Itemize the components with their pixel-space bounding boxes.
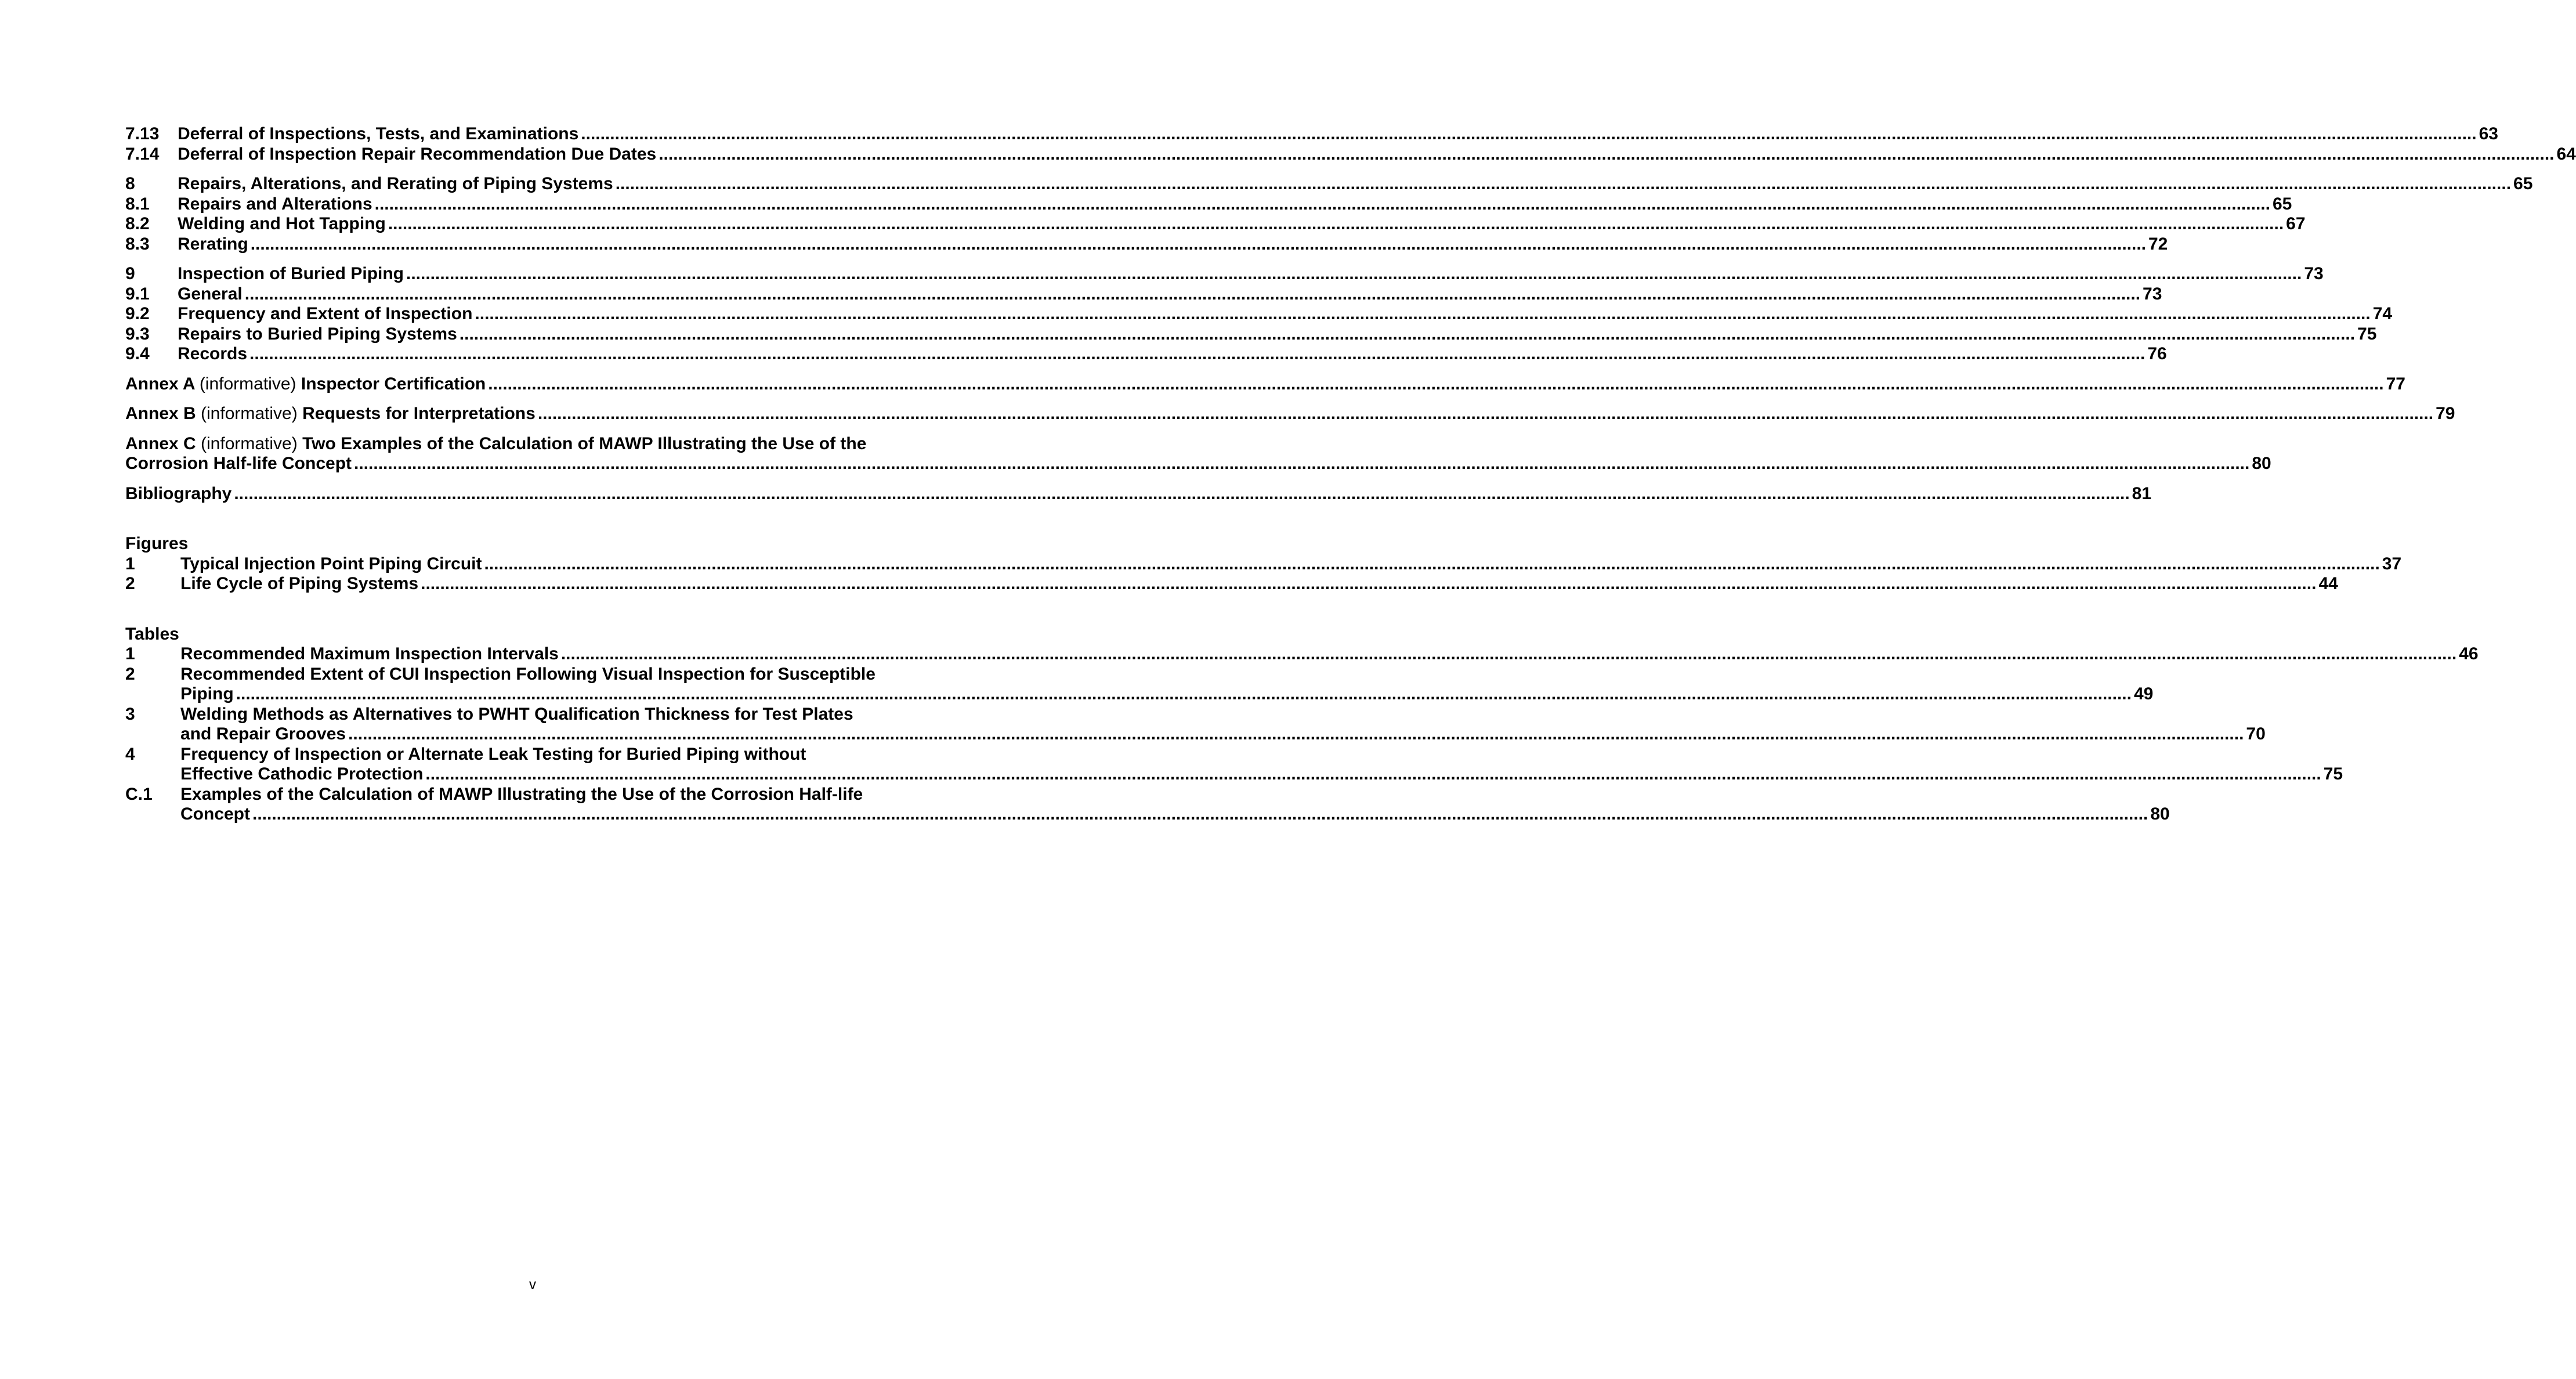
toc-entry-8[interactable]: [125, 174, 2533, 194]
annex-title: [125, 374, 486, 395]
dot-leader: [488, 374, 2383, 395]
dot-leader: [659, 145, 2554, 165]
page-number: 46: [2459, 644, 2479, 663]
figure-number: 1: [125, 554, 135, 573]
table-entry-line-1: [125, 745, 938, 765]
dot-leader: [236, 684, 2132, 705]
section-number: 9.2: [125, 304, 150, 323]
table-entry-line-2: [125, 764, 2343, 785]
page-number: 75: [2357, 324, 2377, 344]
figure-title: Life Cycle of Piping Systems: [180, 574, 419, 593]
section-title: Rerating: [178, 234, 248, 254]
page-number: 67: [2286, 214, 2306, 233]
toc-entry-7-14[interactable]: [125, 144, 2576, 165]
page-number: 63: [2479, 124, 2498, 143]
annex-label: Annex C: [125, 434, 196, 453]
table-entry-line-2: [125, 724, 2266, 745]
annex-name: Requests for Interpretations: [302, 404, 536, 423]
annex-label: Annex B: [125, 404, 196, 423]
figure-number: 2: [125, 574, 135, 593]
page-number: 80: [2150, 804, 2170, 824]
section-number: 9.4: [125, 344, 150, 363]
toc-entry-8-1[interactable]: [125, 194, 2292, 215]
table-entry-line-1: [125, 705, 938, 725]
page-number: 80: [2252, 454, 2271, 473]
page-number: 73: [2304, 264, 2324, 283]
table-number: 1: [125, 644, 135, 663]
toc-entry-9-2[interactable]: [125, 304, 2393, 324]
table-number: 2: [125, 664, 135, 684]
section-number: 8.2: [125, 214, 150, 233]
dot-leader: [425, 764, 2321, 785]
dot-leader: [561, 644, 2456, 665]
table-number: 4: [125, 744, 135, 764]
table-title-line1: Welding Methods as Alternatives to PWHT Qualification Thickness for Test Plates: [180, 704, 853, 724]
figures-heading: Figures: [125, 534, 189, 553]
page-number: 74: [2372, 304, 2393, 323]
toc-entry-annex-b[interactable]: [125, 404, 2455, 424]
figure-title: Typical Injection Point Piping Circuit: [180, 554, 482, 573]
dot-leader: [581, 124, 2476, 145]
dot-leader: [406, 264, 2302, 284]
table-title-line1: Recommended Extent of CUI Inspection Following Visual Inspection for Susceptible: [180, 664, 875, 684]
dot-leader: [245, 284, 2140, 305]
annex-label: Annex A: [125, 374, 195, 394]
table-entry-c1[interactable]: [125, 784, 2170, 825]
dot-leader: [251, 234, 2146, 255]
page-number: 65: [2272, 194, 2292, 214]
section-title: Deferral of Inspections, Tests, and Examinations: [178, 124, 579, 143]
section-number: 9: [125, 264, 135, 283]
page-number: 75: [2323, 764, 2343, 784]
page-number: 81: [2132, 483, 2152, 503]
table-title-line2: Effective Cathodic Protection: [180, 764, 424, 784]
annex-c-line-1: [125, 434, 938, 454]
dot-leader: [484, 554, 2379, 575]
section-title: Deferral of Inspection Repair Recommendation Due Dates: [178, 144, 657, 164]
page-number: 44: [2318, 574, 2338, 593]
section-number: 7.13: [125, 124, 160, 143]
toc-entry-9-1[interactable]: [125, 284, 2162, 305]
bibliography-title: Bibliography: [125, 483, 232, 503]
dot-leader: [249, 344, 2145, 364]
dot-leader: [421, 574, 2316, 594]
table-number: 3: [125, 704, 135, 724]
tables-heading: Tables: [125, 624, 179, 644]
toc-entry-annex-a[interactable]: [125, 374, 2405, 395]
page-number: 37: [2382, 554, 2402, 573]
dot-leader: [538, 404, 2433, 424]
figure-entry-1[interactable]: [125, 554, 2402, 575]
page-number: 49: [2133, 684, 2154, 703]
section-number: 8.1: [125, 194, 150, 214]
toc-entry-8-3[interactable]: [125, 234, 2168, 255]
annex-note: (informative): [199, 374, 296, 394]
dot-leader: [234, 484, 2129, 504]
page-number: 65: [2513, 174, 2533, 193]
dot-leader: [354, 454, 2249, 474]
annex-c-line-2: [125, 454, 2271, 474]
table-title-line1: Examples of the Calculation of MAWP Illustrating the Use of the Corrosion Half-life: [180, 784, 863, 804]
annex-name: Inspector Certification: [301, 374, 486, 394]
toc-entry-9[interactable]: [125, 264, 2324, 284]
table-title-line2: Piping: [180, 684, 234, 703]
section-number: 9.3: [125, 324, 150, 344]
dot-leader: [348, 724, 2244, 745]
dot-leader: [252, 804, 2148, 825]
table-title-line2: Concept: [180, 804, 250, 824]
table-entry-2[interactable]: [125, 664, 2154, 705]
table-entry-line-2: [125, 804, 2170, 825]
section-title: Repairs and Alterations: [178, 194, 372, 214]
section-number: 8.3: [125, 234, 150, 254]
section-title: Frequency and Extent of Inspection: [178, 304, 473, 323]
figure-entry-2[interactable]: [125, 574, 2338, 594]
annex-name-line1: Two Examples of the Calculation of MAWP Illustrating the Use of the: [302, 434, 867, 453]
section-title: Records: [178, 344, 248, 363]
page-number: 77: [2386, 374, 2405, 394]
section-number: 7.14: [125, 144, 160, 164]
table-entry-4[interactable]: [125, 744, 2343, 785]
page-number: 72: [2148, 234, 2168, 254]
page-number: 76: [2147, 344, 2167, 363]
table-number: C.1: [125, 784, 153, 804]
annex-note: (informative): [201, 404, 298, 423]
page-folio: v: [529, 1277, 536, 1293]
table-title: Recommended Maximum Inspection Intervals: [180, 644, 559, 663]
page-number: 70: [2246, 724, 2266, 743]
toc-entry-bibliography[interactable]: [125, 483, 2152, 504]
annex-title: [125, 404, 536, 424]
dot-leader: [460, 324, 2355, 345]
annex-note: (informative): [201, 434, 298, 453]
page-number: 79: [2436, 404, 2455, 423]
table-title-line2: and Repair Grooves: [180, 724, 346, 743]
toc-entry-8-2[interactable]: [125, 214, 2306, 234]
page-number: 64: [2556, 144, 2576, 164]
section-number: 9.1: [125, 284, 150, 304]
section-title: Repairs to Buried Piping Systems: [178, 324, 457, 344]
section-number: 8: [125, 174, 135, 193]
section-title: Welding and Hot Tapping: [178, 214, 386, 233]
table-title-line1: Frequency of Inspection or Alternate Leak Testing for Buried Piping without: [180, 744, 806, 764]
table-entry-1[interactable]: [125, 644, 2479, 665]
annex-name-line2: Corrosion Half-life Concept: [125, 454, 352, 473]
toc-entry-annex-c[interactable]: [125, 434, 2271, 474]
page-number: 73: [2143, 284, 2162, 304]
toc-entry-9-4[interactable]: [125, 344, 2167, 364]
dot-leader: [475, 304, 2370, 324]
table-entry-line-1: [125, 785, 938, 805]
section-title: General: [178, 284, 243, 304]
table-of-contents: [125, 124, 2576, 825]
dot-leader: [388, 214, 2284, 234]
section-title: Inspection of Buried Piping: [178, 264, 404, 283]
toc-entry-7-13[interactable]: [125, 124, 2498, 145]
section-title: Repairs, Alterations, and Rerating of Piping Systems: [178, 174, 613, 193]
dot-leader: [375, 194, 2270, 215]
toc-entry-9-3[interactable]: [125, 324, 2377, 345]
table-entry-line-1: [125, 665, 938, 685]
table-entry-3[interactable]: [125, 704, 2266, 745]
dot-leader: [616, 174, 2511, 194]
table-entry-line-2: [125, 684, 2154, 705]
